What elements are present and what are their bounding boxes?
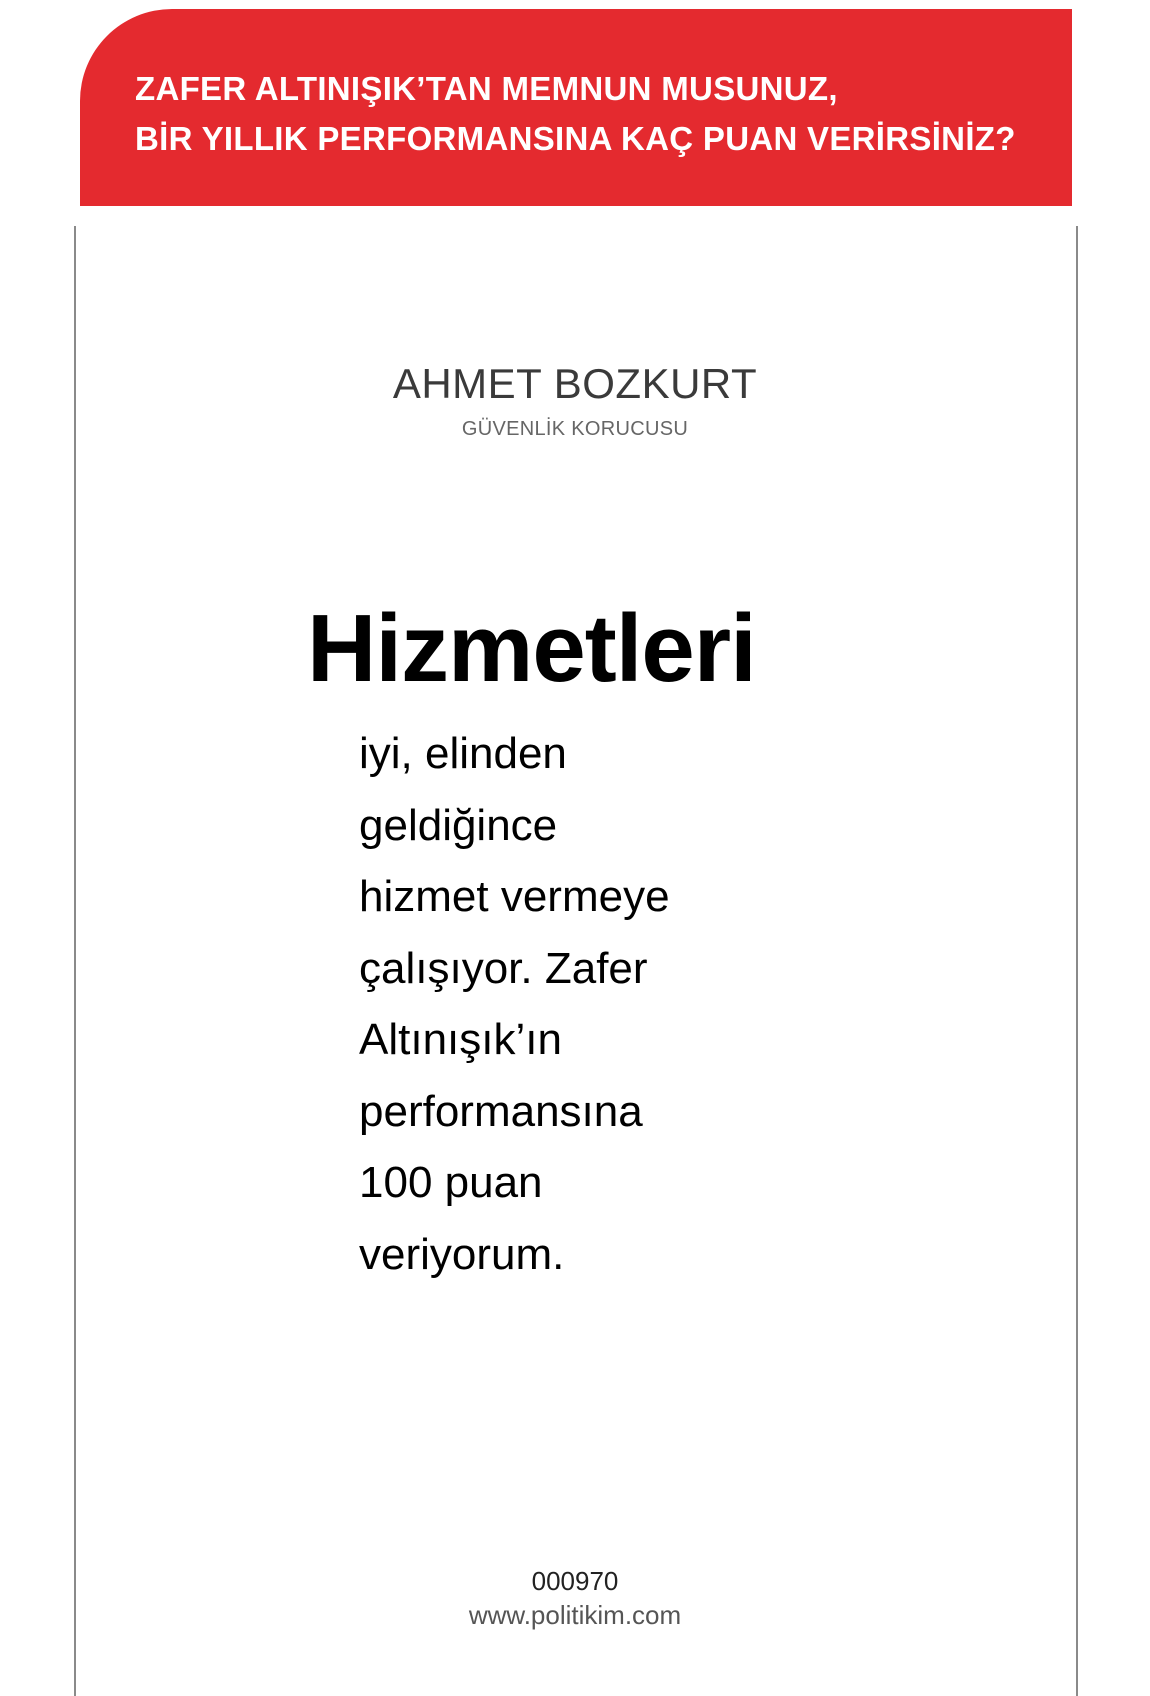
quote-line: geldiğince [359, 800, 558, 850]
footer-website-link[interactable]: www.politikim.com [468, 1600, 682, 1630]
frame-right-border [1076, 226, 1078, 1696]
quote-line: performansına [359, 1086, 643, 1136]
footer-code: 000970 [531, 1566, 619, 1596]
quote-line: Altınışık’ın [359, 1015, 562, 1064]
person-name: AHMET BOZKURT [392, 360, 758, 407]
quote-line: iyi, elinden [359, 729, 567, 778]
quote-headline: Hizmetleri [307, 595, 756, 702]
quote-line: hizmet vermeye [359, 872, 670, 921]
person-title: GÜVENLİK KORUCUSU [461, 418, 689, 440]
survey-question-line-2: BİR YILLIK PERFORMANSINA KAÇ PUAN VERİRSİNİZ? [135, 120, 1016, 157]
quote-body [359, 718, 779, 1290]
header-banner [80, 9, 1072, 206]
survey-question-line-1: ZAFER ALTINIŞIK’TAN MEMNUN MUSUNUZ, [135, 70, 838, 107]
frame-left-border [74, 226, 76, 1696]
quote-line: veriyorum. [359, 1229, 565, 1279]
quote-line: çalışıyor. Zafer [359, 943, 648, 993]
quote-line: 100 puan [359, 1158, 543, 1207]
